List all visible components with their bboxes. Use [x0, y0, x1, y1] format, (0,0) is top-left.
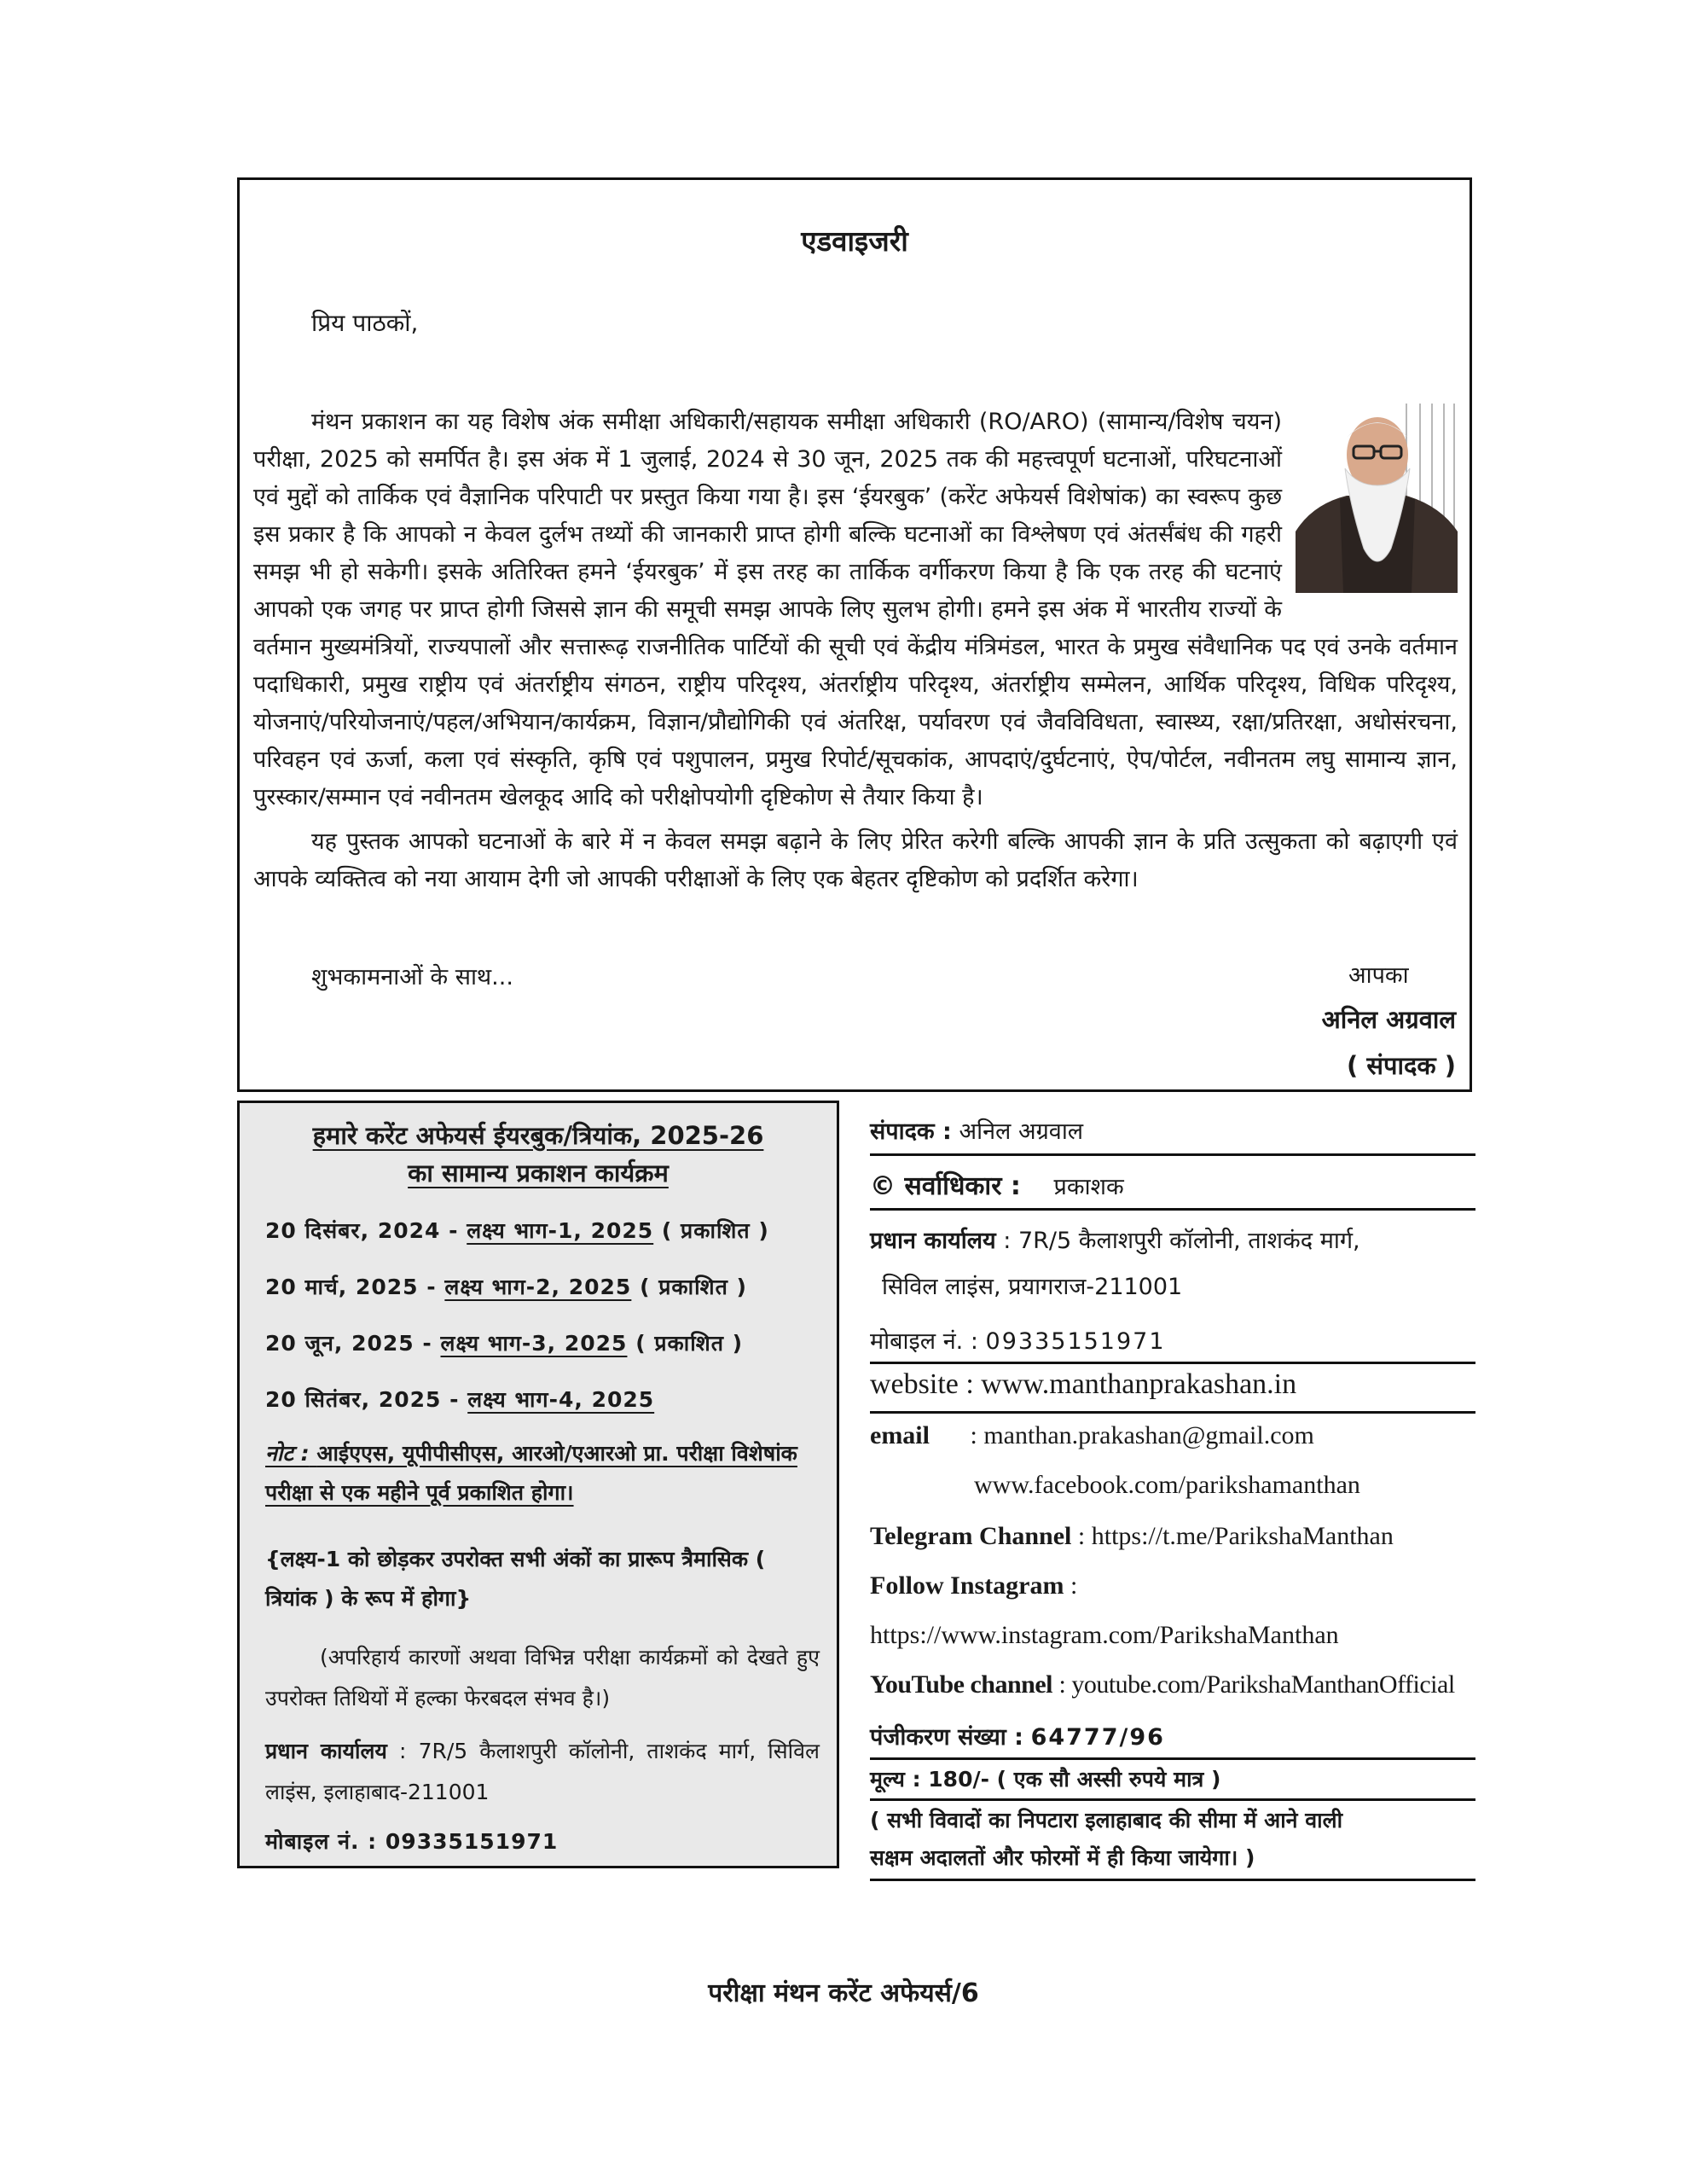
divider [870, 1757, 1475, 1760]
advisory-paragraph: यह पुस्तक आपको घटनाओं के बारे में न केवल समझ बढ़ाने के लिए प्रेरित करेगी बल्कि आपकी ज्ञान के प्रति उत्सुकता को बढ़ाएगी एवं आपके व्यक्तित्व को नया आयाम देगी जो आपकी परीक्षाओं के लिए एक बेहतर दृष्टिकोण को प्रदर्शित करेगा। [253, 828, 1458, 892]
schedule-date: 20 दिसंबर, 2024 - [265, 1218, 459, 1243]
instagram-label: Follow Instagram [870, 1571, 1064, 1600]
schedule-status: ( प्रकाशित ) [640, 1275, 747, 1299]
schedule-note [265, 1434, 820, 1513]
schedule-heading [240, 1156, 837, 1189]
publication-info [870, 1101, 1475, 1868]
youtube-row [870, 1670, 1475, 1699]
office-address-line: : 7R/5 कैलाशपुरी कॉलोनी, ताशकंद मार्ग, [1003, 1228, 1360, 1254]
copyright-holder: प्रकाशक [1053, 1174, 1124, 1200]
schedule-heading-line: हमारे करेंट अफेयर्स ईयरबुक/त्रियांक, 2025-26 [312, 1121, 764, 1150]
schedule-mobile-label: मोबाइल नं. : [265, 1829, 378, 1854]
office-address-line: सिविल लाइंस, प्रयागराज-211001 [882, 1274, 1183, 1300]
mobile-row [870, 1324, 1475, 1356]
copyright-row [870, 1167, 1475, 1202]
schedule-mobile-number: 09335151971 [385, 1829, 559, 1854]
schedule-part: लक्ष्य भाग-2, 2025 [444, 1275, 632, 1299]
copyright-label: © सर्वाधिकार : [870, 1171, 1021, 1201]
editor-portrait-image [1296, 404, 1458, 593]
website-link[interactable]: website : www.manthanprakashan.in [870, 1368, 1297, 1400]
editor-portrait [1296, 404, 1458, 593]
youtube-link[interactable]: : youtube.com/ParikshaManthanOfficial [1058, 1670, 1455, 1699]
mobile-label: मोबाइल नं. : [870, 1328, 978, 1355]
schedule-item [265, 1216, 769, 1245]
schedule-part: लक्ष्य भाग-4, 2025 [467, 1387, 655, 1412]
page-footer: परीक्षा मंथन करेंट अफेयर्स/6 [708, 1978, 979, 2008]
schedule-item [265, 1328, 743, 1357]
schedule-office-label: प्रधान कार्यालय [265, 1739, 387, 1763]
divider [870, 1153, 1475, 1156]
advisory-box [237, 177, 1472, 1092]
jurisdiction-note: ( सभी विवादों का निपटारा इलाहाबाद की सीमा में आने वाली [870, 1808, 1343, 1833]
jurisdiction-note: सक्षम अदालतों और फोरमों में ही किया जायेगा। ) [870, 1845, 1255, 1870]
advisory-salutation: प्रिय पाठकों, [311, 309, 419, 337]
schedule-note-label: नोट : [265, 1441, 310, 1466]
instagram-label-row [870, 1571, 1475, 1600]
schedule-mobile [265, 1827, 558, 1856]
instagram-link[interactable]: https://www.instagram.com/ParikshaManthan [870, 1621, 1339, 1649]
facebook-link[interactable]: www.facebook.com/parikshamanthan [974, 1471, 1360, 1499]
editor-label: संपादक : [870, 1118, 952, 1145]
price: मूल्य : 180/- ( एक सौ अस्सी रुपये मात्र ) [870, 1767, 1221, 1792]
publication-schedule-box [237, 1101, 839, 1868]
schedule-status: ( प्रकाशित ) [635, 1331, 744, 1356]
registration-label: पंजीकरण संख्या : [870, 1724, 1023, 1751]
schedule-format-note: {लक्ष्य-1 को छोड़कर उपरोक्त सभी अंकों का प्रारूप त्रैमासिक ( त्रियांक ) के रूप में होगा} [265, 1547, 766, 1611]
divider [870, 1879, 1475, 1881]
telegram-row [870, 1522, 1475, 1551]
divider [870, 1208, 1475, 1211]
email-link[interactable]: : manthan.prakashan@gmail.com [970, 1421, 1314, 1449]
editor-name: अनिल अग्रवाल [959, 1118, 1084, 1145]
advisory-paragraph: मंथन प्रकाशन का यह विशेष अंक समीक्षा अधिकारी/सहायक समीक्षा अधिकारी (RO/ARO) (सामान्य/विशेष चयन) परीक्षा, 2025 को समर्पित है। इस अंक में 1 जुलाई, 2024 से 30 जून, 2025 तक की महत्त्वपूर्ण घटनाओं, परिघटनाओं एवं मुद्दों को तार्किक एवं वैज्ञानिक परिपाटी पर प्रस्तुत किया गया है। इस ‘ईयरबुक’ (करेंट अफेयर्स विशेषांक) का स्वरूप कुछ इस प्रकार है कि आपको न केवल दुर्लभ तथ्यों की जानकारी प्राप्त होगी बल्कि घटनाओं का विश्लेषण एवं अंतर्संबंध की गहरी समझ भी हो सकेगी। इसके अतिरिक्त हमने ‘ईयरबुक’ में इस तरह का तार्किक वर्गीकरण किया है कि एक तरह की घटनाएं आपको एक जगह पर प्राप्त होगी जिससे ज्ञान की समूची समझ आपके लिए सुलभ होगी। हमने इस अंक में भारतीय राज्यों के वर्तमान मुख्यमंत्रियों, राज्यपालों और सत्तारूढ़ राजनीतिक पार्टियों की सूची एवं केंद्रीय मंत्रिमंडल, भारत के प्रमुख संवैधानिक पद एवं उनके वर्तमान पदाधिकारी, प्रमुख राष्ट्रीय एवं अंतर्राष्ट्रीय संगठन, राष्ट्रीय परिदृश्य, अंतर्राष्ट्रीय परिदृश्य, अंतर्राष्ट्रीय सम्मेलन, आर्थिक परिदृश्य, विधिक परिदृश्य, योजनाएं/परियोजनाएं/पहल/अभियान/कार्यक्रम, विज्ञान/प्रौद्योगिकी एवं अंतरिक्ष, पर्यावरण एवं जैवविविधता, स्वास्थ्य, रक्षा/प्रतिरक्षा, अधोसंरचना, परिवहन एवं ऊर्जा, कला एवं संस्कृति, कृषि एवं पशुपालन, प्रमुख रिपोर्ट/सूचकांक, आपदाएं/दुर्घटनाएं, ऐप/पोर्टल, नवीनतम लघु सामान्य ज्ञान, पुरस्कार/सम्मान एवं नवीनतम खेलकूद आदि को परीक्षोपयोगी दृष्टिकोण से तैयार किया है। [253, 409, 1458, 810]
registration-row [870, 1720, 1475, 1751]
schedule-date: 20 मार्च, 2025 - [265, 1275, 437, 1299]
telegram-label: Telegram Channel [870, 1522, 1072, 1550]
office-label: प्रधान कार्यालय [870, 1228, 996, 1254]
instagram-colon: : [1070, 1571, 1078, 1600]
email-row [870, 1421, 1475, 1450]
schedule-heading [240, 1118, 837, 1152]
divider [870, 1411, 1475, 1414]
advisory-title: एडवाइजरी [801, 224, 908, 258]
youtube-label: YouTube channel [870, 1670, 1052, 1699]
schedule-item [265, 1272, 747, 1301]
schedule-part: लक्ष्य भाग-3, 2025 [440, 1331, 628, 1356]
schedule-status: ( प्रकाशित ) [661, 1218, 769, 1243]
schedule-date: 20 जून, 2025 - [265, 1331, 432, 1356]
advisory-body [253, 404, 1458, 905]
schedule-office-address: : 7R/5 कैलाशपुरी कॉलोनी, ताशकंद मार्ग, सिविल लाइंस, इलाहाबाद-211001 [265, 1739, 820, 1804]
mobile-number: 09335151971 [985, 1328, 1166, 1355]
schedule-disclaimer: (अपरिहार्य कारणों अथवा विभिन्न परीक्षा कार्यक्रमों को देखते हुए उपरोक्त तिथियों में हल्का फेरबदल संभव है।) [265, 1645, 820, 1711]
email-label: email [870, 1421, 930, 1449]
telegram-link[interactable]: : https://t.me/ParikshaManthan [1077, 1522, 1394, 1550]
advisory-signature-role: ( संपादक ) [1347, 1051, 1456, 1080]
schedule-date: 20 सितंबर, 2025 - [265, 1387, 460, 1412]
registration-number: 64777/96 [1030, 1724, 1165, 1751]
editor-row [870, 1114, 1475, 1146]
advisory-yours: आपका [1348, 962, 1409, 989]
schedule-item [265, 1385, 654, 1414]
schedule-part: लक्ष्य भाग-1, 2025 [467, 1218, 654, 1243]
divider [870, 1798, 1475, 1801]
advisory-closing: शुभकामनाओं के साथ... [311, 964, 513, 990]
advisory-signature: अनिल अग्रवाल [1321, 1005, 1456, 1034]
divider [870, 1362, 1475, 1364]
schedule-note-text: आईएएस, यूपीपीसीएस, आरओ/एआरओ प्रा. परीक्षा विशेषांक परीक्षा से एक महीने पूर्व प्रकाशित होगा। [265, 1441, 797, 1505]
schedule-heading-line: का सामान्य प्रकाशन कार्यक्रम [408, 1159, 669, 1188]
schedule-office [265, 1731, 820, 1813]
office-row [870, 1223, 1475, 1255]
